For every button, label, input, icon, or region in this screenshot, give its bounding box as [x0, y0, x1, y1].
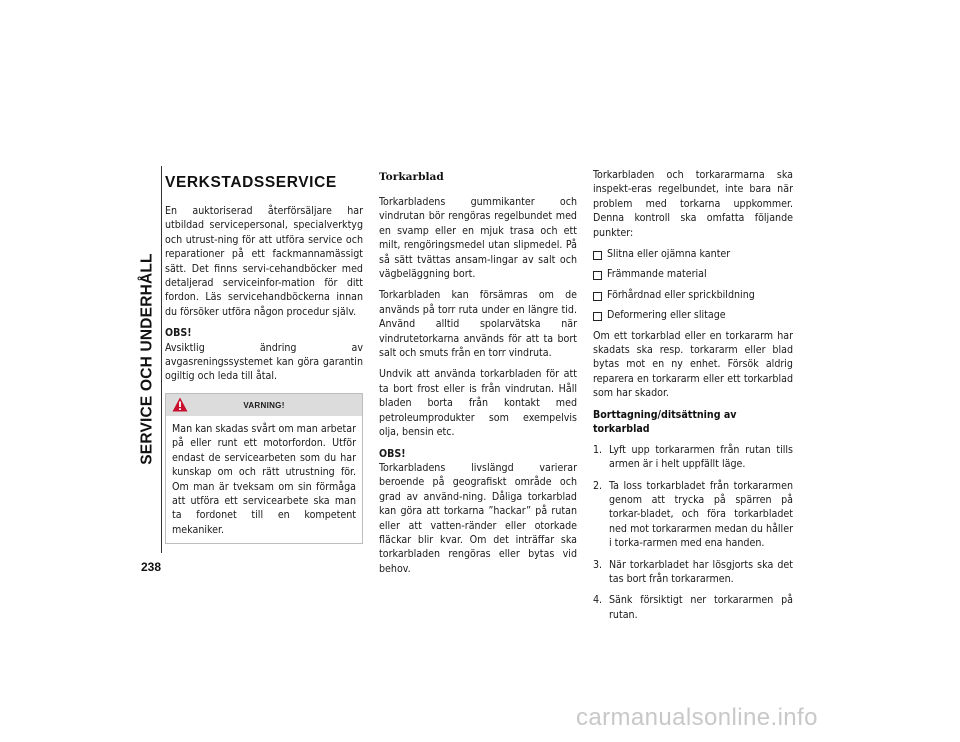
paragraph: Undvik att använda torkarbladen för att ta bort frost eller is från vindrutan. Håll bladen borta från kontakt med petroleumprodukter som exempelvis olja, bensin etc. — [379, 368, 577, 439]
section-title: VERKSTADSSERVICE — [165, 174, 337, 191]
paragraph: Torkarbladen och torkararmarna ska inspekt-eras regelbundet, inte bara när problem med torkarna uppkommer. Denna kontroll ska omfatta följande punkter: — [593, 169, 793, 239]
step-text: Sänk försiktigt ner torkararmen på rutan. — [609, 594, 793, 621]
step-text: När torkarbladet har lösgjorts ska det tas bort från torkararmen. — [609, 558, 793, 585]
note — [379, 447, 577, 577]
checklist-item-text: Främmande material — [607, 268, 707, 281]
note-label: OBS! — [379, 447, 406, 460]
note — [165, 326, 363, 384]
warning-box — [165, 393, 363, 544]
warning-header — [166, 394, 362, 416]
checkbox-icon — [593, 271, 602, 280]
checklist — [593, 247, 793, 323]
paragraph: Torkarbladens gummikanter och vindrutan bör rengöras regelbundet med en svamp eller en mjuk trasa och ett milt, rengöringsmedel utan slipmedel. På så sätt tvättas ansam-lingar av salt och vägbeläggning bort. — [379, 196, 577, 281]
warning-text: Man kan skadas svårt om man arbetar på eller runt ett motorfordon. Utför endast de servicearbeten som du har kunskap om och rätt utrustning för. Om man är tveksam om sin förmåga att utföra ett servicearbete ska man ta fordonet till en kompetent mekaniker. — [172, 422, 357, 536]
step-number: 4. — [593, 594, 603, 607]
intro-paragraph: En auktoriserad återförsäljare har utbildad servicepersonal, specialverktyg och utrust-ning för att utföra service och reparationer på ett fackmannamässigt sätt. Det finns servi-cehandböcker med detaljerad serviceinfor-mation för ditt fordon. Läs servicehandböckerna innan du försöker utföra någon procedur själv. — [165, 205, 363, 318]
section-tab-label: SERVICE OCH UNDERHÅLL — [139, 253, 156, 465]
section-tab — [138, 166, 158, 552]
note-text: Torkarbladens livslängd varierar beroende på geografiskt område och grad av använd-ning. Dåliga torkarblad kan göra att torkarna ”hackar” på rutan eller att vatten-ränder eller otorkade fläckar blir kvar. Om det inträffar ska torkarbladen rengöras eller bytas vid behov. — [379, 461, 577, 575]
note-text: Avsiktlig ändring av avgasreningssystemet kan göra garantin ogiltig och leda till åtal. — [165, 341, 363, 383]
step-item — [593, 443, 793, 472]
subheading: Borttagning/ditsättning av torkarblad — [593, 408, 737, 435]
paragraph: Torkarbladen kan försämras om de används på torr ruta under en längre tid. Använd alltid spolarvätska när vindrutetorkarna används för att ta bort salt och smuts från en torr vindruta. — [379, 289, 577, 360]
watermark: carmanualsonline.info — [576, 704, 818, 731]
checklist-item — [593, 288, 793, 302]
checklist-item — [593, 308, 793, 322]
checklist-item-text: Slitna eller ojämna kanter — [607, 248, 731, 261]
checklist-item-text: Deformering eller slitage — [607, 309, 726, 322]
column-3 — [593, 168, 793, 629]
checklist-item-text: Förhårdnad eller sprickbildning — [607, 288, 755, 301]
checkbox-icon — [593, 251, 602, 260]
checklist-item — [593, 267, 793, 281]
wiper-heading: Torkarblad — [379, 171, 444, 183]
page-number: 238 — [141, 560, 162, 574]
step-number: 3. — [593, 558, 603, 571]
section-divider — [161, 166, 162, 553]
paragraph: Om ett torkarblad eller en torkararm har skadats ska resp. torkararm eller blad bytas mot en ny enhet. Försök aldrig reparera en torkararm eller ett torkarblad som har skador. — [593, 329, 793, 400]
step-number: 2. — [593, 479, 603, 492]
checkbox-icon — [593, 312, 602, 321]
note-label: OBS! — [165, 327, 192, 340]
warning-title: VARNING! — [243, 400, 285, 410]
steps-list — [593, 443, 793, 622]
step-text: Ta loss torkarbladet från torkararmen genom att trycka på spärren på torkar-bladet, och föra torkarbladet ned mot torkararmen medan du håller i torka-rarmen med ena handen. — [609, 479, 793, 550]
checklist-item — [593, 247, 793, 261]
step-item — [593, 593, 793, 622]
checkbox-icon — [593, 292, 602, 301]
column-1 — [165, 168, 363, 544]
step-text: Lyft upp torkararmen från rutan tills armen är i helt uppfällt läge. — [609, 443, 793, 471]
step-item — [593, 479, 793, 551]
step-number: 1. — [593, 443, 603, 456]
column-2 — [379, 168, 577, 583]
step-item — [593, 558, 793, 587]
